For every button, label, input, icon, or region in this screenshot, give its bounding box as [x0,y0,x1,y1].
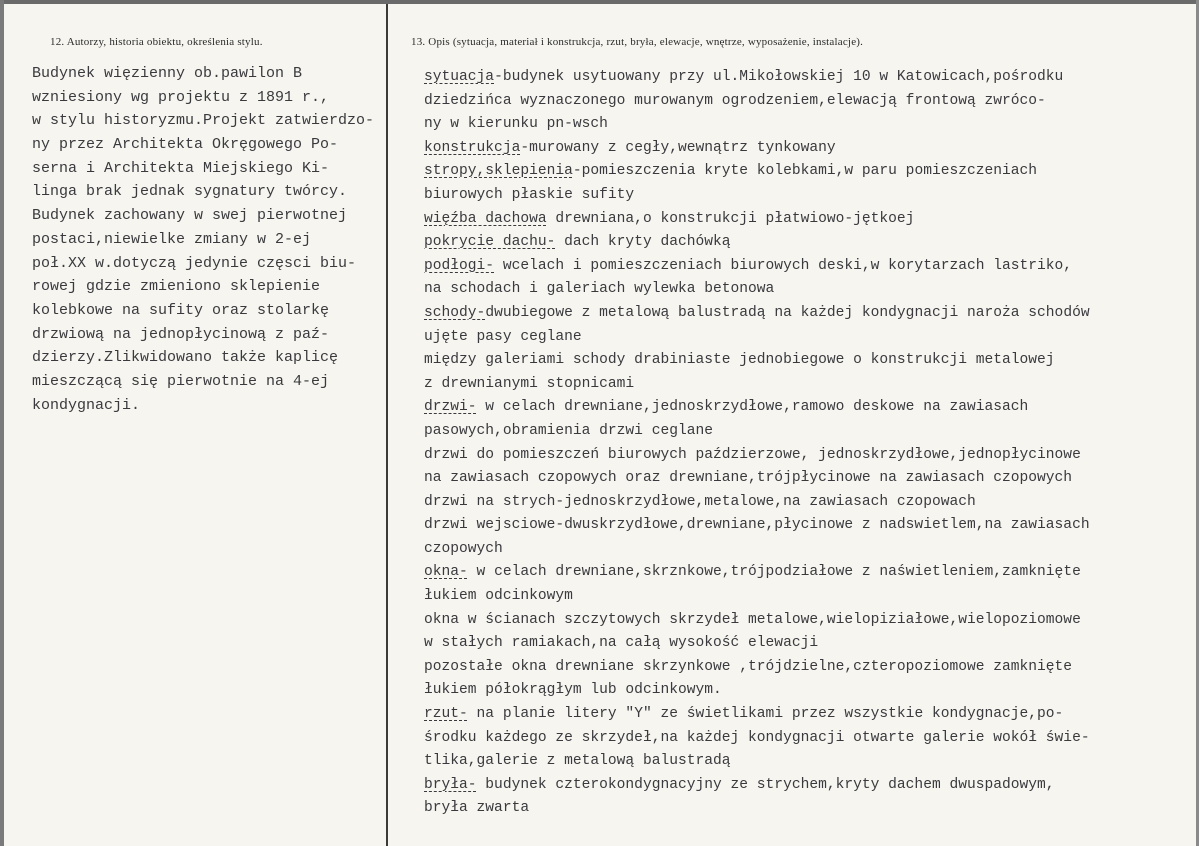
description-text: drzwi na strych-jednoskrzydłowe,metalowe,na zawiasach czopowach [424,493,976,510]
description-text: drzwi wejsciowe-dwuskrzydłowe,drewniane,płycinowe z nadswietlem,na zawiasach [424,517,1090,534]
description-text-line [424,561,1196,585]
description-text-line [424,491,1196,515]
description-term: więźba dachowa [424,210,547,227]
section-13-heading: 13. Opis (sytuacja, materiał i konstrukcja, rzut, bryła, elewacje, wnętrze, wyposażenie, instalacje). [411,36,864,48]
description-text-line [424,444,1196,468]
description-text: bryła zwarta [424,800,530,817]
description-text-line [424,66,1196,90]
description-text-line [424,609,1196,633]
description-text: z drewnianymi stopnicami [424,375,635,392]
description-text-line [424,679,1196,703]
description-text: biurowych płaskie sufity [424,186,635,203]
history-text-column [32,62,394,417]
description-term: rzut- [424,706,468,723]
history-text-line: Budynek zachowany w swej pierwotnej [32,207,348,225]
description-text: na zawiasach czopowych oraz drewniane,trójpłycinowe na zawiasach czopowych [424,470,1073,487]
description-term: drzwi- [424,399,477,416]
description-text-line [424,302,1196,326]
description-text-column [424,66,1196,821]
description-text: okna w ścianach szczytowych skrzydeł metalowe,wielopiziałowe,wielopoziomowe [424,611,1081,628]
description-text: dwubiegowe z metalową balustradą na każdej kondygnacji naroża schodów [485,304,1090,321]
description-term: bryła- [424,776,477,793]
section-12-heading: 12. Autorzy, historia obiektu, określenia stylu. [50,36,263,48]
history-text-line: w stylu historyzmu.Projekt zatwierdzo- [32,112,375,130]
history-text-line: serna i Architekta Miejskiego Ki- [32,159,330,177]
description-text-line [424,797,1196,821]
description-text: -murowany z cegły,wewnątrz tynkowany [520,139,836,156]
description-text-line [424,703,1196,727]
description-term: pokrycie dachu- [424,234,556,251]
history-text-line: Budynek więzienny ob.pawilon B [32,65,303,82]
description-text: środku każdego ze skrzydeł,na każdej kondygnacji otwarte galerie wokół świe- [424,729,1090,746]
description-text: drewniana,o konstrukcji płatwiowo-jętkoej [546,210,915,227]
history-text-line: drzwiową na jednopłycinową z paź- [32,325,330,343]
description-text-line [424,632,1196,656]
description-text: dziedzińca wyznaczonego murowanym ogrodzeniem,elewacją frontową zwróco- [424,92,1046,109]
description-text: ny w kierunku pn-wsch [424,116,608,133]
history-text-line: poł.XX w.dotyczą jedynie częsci biu- [32,254,357,272]
description-text: tlika,galerie z metalową balustradą [424,753,731,770]
description-text: na schodach i galeriach wylewka betonowa [424,281,775,298]
description-term: okna- [424,564,468,581]
history-text-line: postaci,niewielke zmiany w 2-ej [32,230,312,248]
description-text: pasowych,obramienia drzwi ceglane [424,422,714,439]
description-text: drzwi do pomieszczeń biurowych paździerzowe, jednoskrzydłowe,jednopłycinowe [424,446,1081,463]
description-text-line [424,349,1196,373]
description-text: między galeriami schody drabiniaste jednobiegowe o konstrukcji metalowej [424,352,1055,369]
history-text-line: kondygnacji. [32,396,141,414]
description-text: na planie litery "Y" ze świetlikami przez wszystkie kondygnacje,po- [467,706,1064,723]
history-text-line: rowej gdzie zmieniono sklepienie [32,278,321,296]
description-text-line [424,467,1196,491]
history-text-line: dzierzy.Zlikwidowano także kaplicę [32,349,339,367]
description-text: -budynek usytuowany przy ul.Mikołowskiej 10 w Katowicach,pośrodku [494,69,1064,85]
description-text-line [424,137,1196,161]
description-text-line [424,774,1196,798]
description-text: ujęte pasy ceglane [424,328,582,345]
description-term: sytuacja [424,69,495,85]
description-text: w celach drewniane,skrznkowe,trójpodziałowe z naświetleniem,zamknięte [467,564,1081,581]
description-text-line [424,373,1196,397]
description-text-line [424,585,1196,609]
description-text-line [424,113,1196,137]
history-text-line: mieszczącą się pierwotnie na 4-ej [32,372,330,390]
description-text-line [424,396,1196,420]
description-text: w stałych ramiakach,na całą wysokość elewacji [424,635,819,652]
description-term: podłogi- [424,257,495,274]
description-text: łukiem odcinkowym [424,588,573,605]
description-text-line [424,90,1196,114]
description-text: w celach drewniane,jednoskrzydłowe,ramowo deskowe na zawiasach [476,399,1029,416]
history-text-line: linga brak jednak sygnatury twórcy. [32,183,348,201]
page-left-border [0,0,4,846]
description-text-line [424,538,1196,562]
description-text-line [424,184,1196,208]
description-term: schody- [424,304,486,321]
history-text-line: wzniesiony wg projektu z 1891 r., [32,88,330,106]
description-text: -pomieszczenia kryte kolebkami,w paru pomieszczeniach [572,163,1038,180]
description-text: wcelach i pomieszczeniach biurowych deski,w korytarzach lastriko, [494,257,1073,274]
description-text-line [424,231,1196,255]
description-text: dach kryty dachówką [555,234,731,251]
description-text-line [424,326,1196,350]
description-text-line [424,420,1196,444]
history-text-line: ny przez Architekta Okręgowego Po- [32,136,339,154]
description-text-line [424,750,1196,774]
description-text-line [424,727,1196,751]
description-text-line [424,514,1196,538]
description-text-line [424,255,1196,279]
page-top-border [0,0,1199,4]
description-term: konstrukcja [424,139,521,156]
description-text: budynek czterokondygnacyjny ze strychem,kryty dachem dwuspadowym, [476,776,1055,793]
description-text-line [424,278,1196,302]
description-text: łukiem półokrągłym lub odcinkowym. [424,682,722,699]
description-text: pozostałe okna drewniane skrzynkowe ,trójdzielne,czteropoziomowe zamknięte [424,658,1073,675]
description-text-line [424,656,1196,680]
description-term: stropy,sklepienia [424,163,573,180]
description-text: czopowych [424,540,503,557]
history-text-line: kolebkowe na sufity oraz stolarkę [32,301,330,319]
description-text-line [424,160,1196,184]
description-text-line [424,208,1196,232]
